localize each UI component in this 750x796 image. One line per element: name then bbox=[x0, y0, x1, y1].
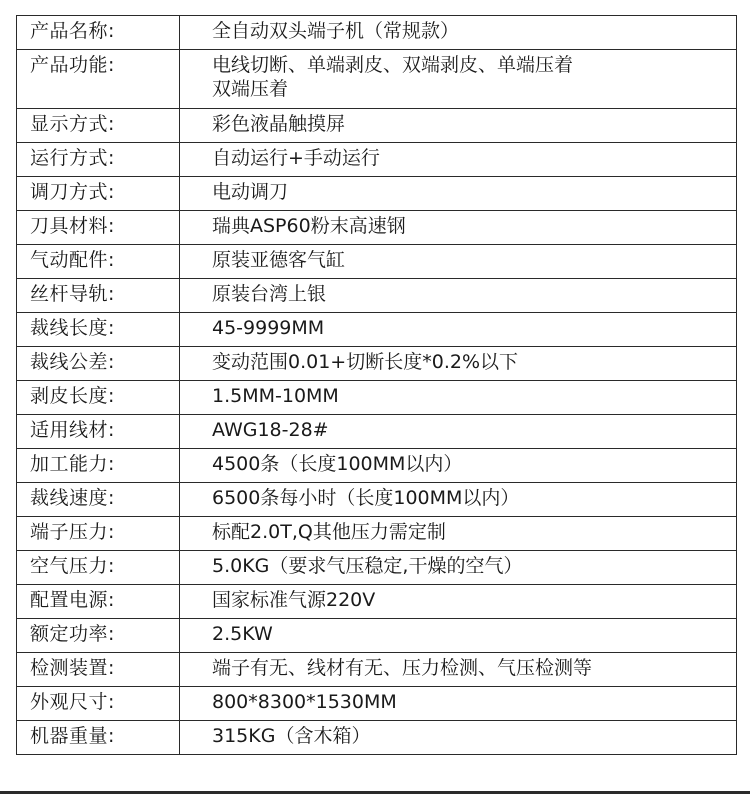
spec-value: 彩色液晶触摸屏 bbox=[180, 109, 737, 143]
spec-value: 瑞典ASP60粉末高速钢 bbox=[180, 211, 737, 245]
table-row bbox=[17, 551, 737, 585]
spec-label: 适用线材: bbox=[17, 415, 180, 449]
table-row bbox=[17, 143, 737, 177]
spec-table bbox=[16, 15, 737, 755]
spec-value: 原装亚德客气缸 bbox=[180, 245, 737, 279]
table-row bbox=[17, 449, 737, 483]
spec-value: 315KG（含木箱） bbox=[180, 721, 737, 755]
spec-label: 配置电源: bbox=[17, 585, 180, 619]
table-row bbox=[17, 177, 737, 211]
table-row bbox=[17, 687, 737, 721]
spec-label: 产品名称: bbox=[17, 16, 180, 50]
bottom-divider bbox=[0, 791, 750, 794]
table-row bbox=[17, 313, 737, 347]
spec-label: 检测装置: bbox=[17, 653, 180, 687]
spec-label: 裁线速度: bbox=[17, 483, 180, 517]
spec-value: 电动调刀 bbox=[180, 177, 737, 211]
spec-value: 电线切断、单端剥皮、双端剥皮、单端压着 双端压着 bbox=[180, 50, 737, 109]
spec-label: 空气压力: bbox=[17, 551, 180, 585]
spec-value: 端子有无、线材有无、压力检测、气压检测等 bbox=[180, 653, 737, 687]
table-row bbox=[17, 653, 737, 687]
spec-value: 45-9999MM bbox=[180, 313, 737, 347]
table-row bbox=[17, 415, 737, 449]
table-row bbox=[17, 483, 737, 517]
spec-value: 4500条（长度100MM以内） bbox=[180, 449, 737, 483]
spec-value: 自动运行+手动运行 bbox=[180, 143, 737, 177]
spec-value: 全自动双头端子机（常规款） bbox=[180, 16, 737, 50]
table-row bbox=[17, 721, 737, 755]
spec-value: 1.5MM-10MM bbox=[180, 381, 737, 415]
table-row bbox=[17, 517, 737, 551]
spec-label: 丝杆导轨: bbox=[17, 279, 180, 313]
spec-label: 端子压力: bbox=[17, 517, 180, 551]
spec-value: 国家标准气源220V bbox=[180, 585, 737, 619]
spec-label: 运行方式: bbox=[17, 143, 180, 177]
spec-label: 剥皮长度: bbox=[17, 381, 180, 415]
spec-value: 标配2.0T,Q其他压力需定制 bbox=[180, 517, 737, 551]
table-row bbox=[17, 279, 737, 313]
spec-label: 裁线长度: bbox=[17, 313, 180, 347]
spec-label: 外观尺寸: bbox=[17, 687, 180, 721]
spec-label: 气动配件: bbox=[17, 245, 180, 279]
spec-value: AWG18-28# bbox=[180, 415, 737, 449]
spec-value: 原装台湾上银 bbox=[180, 279, 737, 313]
spec-label: 调刀方式: bbox=[17, 177, 180, 211]
table-row bbox=[17, 585, 737, 619]
spec-label: 额定功率: bbox=[17, 619, 180, 653]
spec-value: 2.5KW bbox=[180, 619, 737, 653]
spec-label: 刀具材料: bbox=[17, 211, 180, 245]
table-row bbox=[17, 347, 737, 381]
spec-table-body bbox=[17, 16, 737, 755]
spec-value: 6500条每小时（长度100MM以内） bbox=[180, 483, 737, 517]
spec-value: 变动范围0.01+切断长度*0.2%以下 bbox=[180, 347, 737, 381]
table-row bbox=[17, 211, 737, 245]
spec-value: 5.0KG（要求气压稳定,干燥的空气） bbox=[180, 551, 737, 585]
table-row bbox=[17, 619, 737, 653]
spec-value: 800*8300*1530MM bbox=[180, 687, 737, 721]
table-row bbox=[17, 381, 737, 415]
table-row bbox=[17, 50, 737, 109]
table-row bbox=[17, 16, 737, 50]
table-row bbox=[17, 245, 737, 279]
table-row bbox=[17, 109, 737, 143]
spec-label: 裁线公差: bbox=[17, 347, 180, 381]
spec-label: 机器重量: bbox=[17, 721, 180, 755]
spec-label: 显示方式: bbox=[17, 109, 180, 143]
spec-label: 产品功能: bbox=[17, 50, 180, 109]
spec-label: 加工能力: bbox=[17, 449, 180, 483]
